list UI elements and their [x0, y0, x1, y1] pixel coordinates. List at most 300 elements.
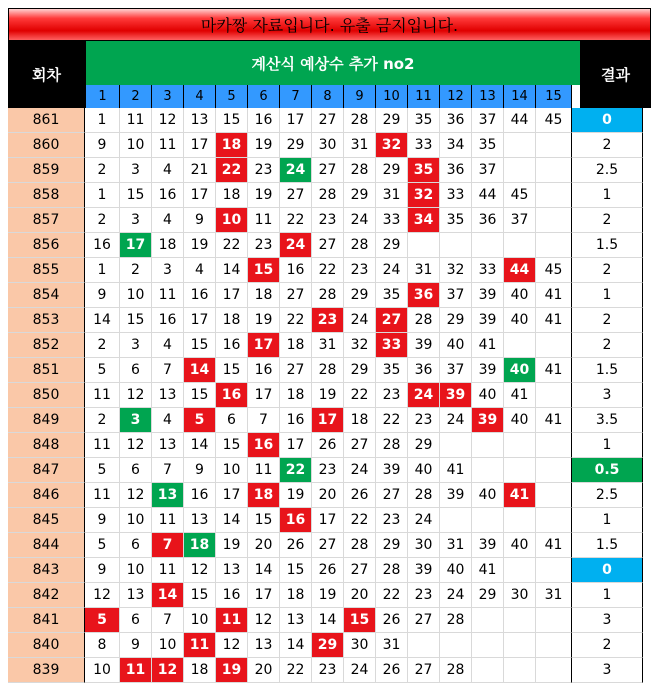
- round-number: 853: [8, 308, 85, 333]
- result-column-header: 결과: [580, 41, 651, 108]
- number-cell: 45: [536, 258, 572, 283]
- number-cell: 16: [152, 308, 184, 333]
- number-cell: 2: [85, 158, 120, 183]
- number-cell: 15: [184, 583, 216, 608]
- number-cell: 18: [184, 658, 216, 683]
- number-cell: 17: [216, 283, 248, 308]
- number-cell: 35: [440, 208, 472, 233]
- number-cell: 23: [248, 233, 280, 258]
- number-cell: 40: [504, 533, 536, 558]
- number-cell: 22: [376, 408, 408, 433]
- number-cell: 29: [472, 583, 504, 608]
- number-cell: 30: [408, 533, 440, 558]
- number-cell: 19: [248, 308, 280, 333]
- number-cell: [504, 508, 536, 533]
- result-cell: 1: [572, 283, 643, 308]
- table-row: [8, 308, 643, 333]
- result-cell: 0.5: [572, 458, 643, 483]
- table-row: [8, 458, 643, 483]
- number-cell: 11: [152, 558, 184, 583]
- hit-number-cell: 16: [216, 383, 248, 408]
- round-number: 841: [8, 608, 85, 633]
- hit-number-cell: 34: [408, 208, 440, 233]
- number-cell: 6: [120, 358, 152, 383]
- result-cell: 1.5: [572, 358, 643, 383]
- number-cell: [536, 208, 572, 233]
- column-number-header: 6: [248, 85, 280, 108]
- number-cell: 19: [312, 583, 344, 608]
- number-cell: 20: [344, 583, 376, 608]
- number-cell: 8: [85, 633, 120, 658]
- number-cell: 27: [344, 433, 376, 458]
- number-cell: 20: [248, 533, 280, 558]
- number-cell: 30: [344, 633, 376, 658]
- hit-number-cell: 24: [280, 233, 312, 258]
- number-cell: 18: [216, 308, 248, 333]
- number-cell: 1: [85, 258, 120, 283]
- number-cell: 28: [344, 233, 376, 258]
- hit-number-cell: 39: [472, 408, 504, 433]
- number-cell: 20: [248, 658, 280, 683]
- number-cell: 41: [472, 558, 504, 583]
- number-cell: 7: [152, 458, 184, 483]
- number-cell: 16: [85, 233, 120, 258]
- number-cell: 41: [536, 533, 572, 558]
- number-cell: 27: [280, 283, 312, 308]
- number-cell: 37: [440, 283, 472, 308]
- column-number-header: 4: [184, 85, 216, 108]
- number-cell: 13: [280, 608, 312, 633]
- result-cell: 1: [572, 183, 643, 208]
- round-number: 855: [8, 258, 85, 283]
- bonus-number-cell: 24: [280, 158, 312, 183]
- hit-number-cell: 12: [152, 658, 184, 683]
- rounds-table: [8, 108, 643, 683]
- number-cell: 12: [85, 583, 120, 608]
- number-cell: 35: [408, 108, 440, 133]
- number-cell: 40: [408, 458, 440, 483]
- number-cell: 34: [440, 133, 472, 158]
- bonus-number-cell: 18: [184, 533, 216, 558]
- number-cell: 10: [120, 283, 152, 308]
- number-cell: [536, 133, 572, 158]
- table-row: [8, 533, 643, 558]
- number-cell: 40: [504, 408, 536, 433]
- number-cell: 22: [376, 583, 408, 608]
- number-cell: 40: [472, 483, 504, 508]
- number-cell: 22: [280, 308, 312, 333]
- hit-number-cell: 23: [312, 308, 344, 333]
- hit-number-cell: 10: [216, 208, 248, 233]
- number-cell: 27: [408, 608, 440, 633]
- number-cell: 12: [152, 108, 184, 133]
- number-cell: 31: [536, 583, 572, 608]
- round-column-header: 회차: [8, 41, 85, 108]
- column-number-header: 9: [344, 85, 376, 108]
- hit-number-cell: 15: [248, 258, 280, 283]
- number-cell: 18: [216, 183, 248, 208]
- number-cell: 41: [504, 383, 536, 408]
- number-cell: [440, 233, 472, 258]
- number-cell: 40: [504, 283, 536, 308]
- number-cell: 29: [440, 308, 472, 333]
- number-cell: [536, 658, 572, 683]
- number-cell: 10: [85, 658, 120, 683]
- number-cell: 31: [344, 133, 376, 158]
- result-cell: 3: [572, 608, 643, 633]
- number-cell: 33: [472, 258, 504, 283]
- number-cell: 24: [344, 458, 376, 483]
- number-column-headers: [85, 85, 572, 108]
- number-cell: 31: [408, 258, 440, 283]
- number-cell: 41: [536, 283, 572, 308]
- table-row: [8, 133, 643, 158]
- number-cell: 26: [376, 658, 408, 683]
- number-cell: 12: [120, 383, 152, 408]
- number-cell: 11: [248, 458, 280, 483]
- number-cell: 7: [152, 608, 184, 633]
- result-cell: 2.5: [572, 483, 643, 508]
- number-cell: 10: [184, 608, 216, 633]
- table-row: [8, 433, 643, 458]
- number-cell: 17: [184, 183, 216, 208]
- hit-number-cell: 18: [248, 483, 280, 508]
- number-cell: 39: [376, 458, 408, 483]
- number-cell: 26: [312, 433, 344, 458]
- number-cell: 14: [85, 308, 120, 333]
- number-cell: 14: [280, 633, 312, 658]
- number-cell: 15: [248, 508, 280, 533]
- number-cell: 11: [152, 133, 184, 158]
- number-cell: 28: [440, 658, 472, 683]
- number-cell: 40: [504, 308, 536, 333]
- number-cell: 20: [312, 483, 344, 508]
- number-cell: 18: [280, 383, 312, 408]
- round-number: 848: [8, 433, 85, 458]
- number-cell: 17: [184, 308, 216, 333]
- number-cell: [504, 158, 536, 183]
- number-cell: 15: [184, 333, 216, 358]
- table-row: [8, 508, 643, 533]
- round-number: 846: [8, 483, 85, 508]
- number-cell: 31: [376, 633, 408, 658]
- table-row: [8, 483, 643, 508]
- round-number: 856: [8, 233, 85, 258]
- column-number-header: 7: [280, 85, 312, 108]
- table-row: [8, 258, 643, 283]
- number-cell: 4: [152, 408, 184, 433]
- result-cell: 1: [572, 508, 643, 533]
- hit-number-cell: 41: [504, 483, 536, 508]
- number-cell: 22: [216, 233, 248, 258]
- table-row: [8, 208, 643, 233]
- round-number: 840: [8, 633, 85, 658]
- number-cell: 28: [344, 158, 376, 183]
- number-cell: 17: [248, 583, 280, 608]
- number-cell: 24: [408, 508, 440, 533]
- number-cell: 6: [120, 458, 152, 483]
- column-number-header: 3: [152, 85, 184, 108]
- number-cell: 13: [120, 583, 152, 608]
- number-cell: [504, 233, 536, 258]
- result-cell: 0: [572, 558, 643, 583]
- number-cell: 28: [312, 283, 344, 308]
- number-cell: 28: [312, 358, 344, 383]
- number-cell: 16: [184, 283, 216, 308]
- number-cell: [472, 658, 504, 683]
- column-number-header: 8: [312, 85, 344, 108]
- number-cell: 28: [376, 558, 408, 583]
- number-cell: 39: [472, 308, 504, 333]
- result-cell: 3: [572, 383, 643, 408]
- number-cell: 29: [376, 533, 408, 558]
- number-cell: 41: [472, 333, 504, 358]
- hit-number-cell: 11: [120, 658, 152, 683]
- round-number: 839: [8, 658, 85, 683]
- result-cell: 2: [572, 133, 643, 158]
- number-cell: 18: [248, 283, 280, 308]
- number-cell: 35: [376, 283, 408, 308]
- number-cell: 19: [248, 183, 280, 208]
- round-number: 860: [8, 133, 85, 158]
- number-cell: 33: [440, 183, 472, 208]
- result-cell: 2: [572, 258, 643, 283]
- number-cell: [536, 508, 572, 533]
- number-cell: 6: [120, 533, 152, 558]
- bonus-number-cell: 22: [280, 458, 312, 483]
- number-cell: 39: [472, 533, 504, 558]
- number-cell: 17: [312, 508, 344, 533]
- number-cell: 32: [440, 258, 472, 283]
- number-cell: [504, 333, 536, 358]
- number-cell: 14: [248, 558, 280, 583]
- number-cell: 4: [184, 258, 216, 283]
- number-cell: 41: [536, 358, 572, 383]
- number-cell: [504, 558, 536, 583]
- number-cell: 12: [120, 433, 152, 458]
- number-cell: 37: [440, 358, 472, 383]
- number-cell: [440, 633, 472, 658]
- table-row: [8, 183, 643, 208]
- number-cell: 16: [248, 358, 280, 383]
- number-cell: [472, 633, 504, 658]
- number-cell: 13: [216, 558, 248, 583]
- number-cell: 18: [280, 583, 312, 608]
- round-number: 858: [8, 183, 85, 208]
- hit-number-cell: 27: [376, 308, 408, 333]
- result-cell: 1: [572, 583, 643, 608]
- table-row: [8, 358, 643, 383]
- round-number: 850: [8, 383, 85, 408]
- number-cell: 29: [376, 158, 408, 183]
- number-cell: 5: [85, 533, 120, 558]
- round-number: 844: [8, 533, 85, 558]
- hit-number-cell: 35: [408, 158, 440, 183]
- number-cell: 22: [344, 508, 376, 533]
- number-cell: 39: [472, 358, 504, 383]
- column-number-header: 15: [536, 85, 572, 108]
- bonus-number-cell: 13: [152, 483, 184, 508]
- hit-number-cell: 14: [184, 358, 216, 383]
- number-cell: [536, 383, 572, 408]
- number-cell: 9: [184, 208, 216, 233]
- bonus-number-cell: 3: [120, 408, 152, 433]
- number-cell: 44: [472, 183, 504, 208]
- round-number: 849: [8, 408, 85, 433]
- number-cell: 15: [216, 358, 248, 383]
- number-cell: 39: [408, 558, 440, 583]
- number-cell: 41: [440, 458, 472, 483]
- number-cell: 13: [184, 108, 216, 133]
- number-cell: [536, 633, 572, 658]
- number-cell: 39: [408, 333, 440, 358]
- column-number-header: 14: [504, 85, 536, 108]
- number-cell: 16: [280, 408, 312, 433]
- round-number: 859: [8, 158, 85, 183]
- number-cell: 15: [216, 108, 248, 133]
- number-cell: 23: [344, 258, 376, 283]
- number-cell: 9: [184, 458, 216, 483]
- number-cell: [536, 558, 572, 583]
- number-cell: 17: [248, 383, 280, 408]
- number-cell: 31: [312, 333, 344, 358]
- number-cell: 9: [85, 558, 120, 583]
- number-cell: 14: [312, 608, 344, 633]
- number-cell: [536, 183, 572, 208]
- number-cell: [440, 433, 472, 458]
- number-cell: 2: [85, 208, 120, 233]
- number-cell: 29: [344, 283, 376, 308]
- round-number: 861: [8, 108, 85, 133]
- number-cell: 7: [248, 408, 280, 433]
- number-cell: [536, 608, 572, 633]
- number-cell: 36: [408, 358, 440, 383]
- number-cell: 11: [120, 108, 152, 133]
- hit-number-cell: 24: [408, 383, 440, 408]
- hit-number-cell: 32: [408, 183, 440, 208]
- number-cell: 15: [216, 433, 248, 458]
- number-cell: 9: [85, 133, 120, 158]
- number-cell: 37: [504, 208, 536, 233]
- number-cell: 31: [376, 183, 408, 208]
- number-cell: 29: [280, 133, 312, 158]
- number-cell: 32: [344, 333, 376, 358]
- number-cell: 44: [504, 108, 536, 133]
- number-cell: 17: [280, 433, 312, 458]
- hit-number-cell: 7: [152, 533, 184, 558]
- number-cell: 41: [536, 308, 572, 333]
- number-cell: 11: [152, 283, 184, 308]
- number-cell: 16: [184, 483, 216, 508]
- number-cell: 37: [472, 108, 504, 133]
- number-cell: 22: [280, 658, 312, 683]
- number-cell: 11: [85, 433, 120, 458]
- bonus-number-cell: 17: [120, 233, 152, 258]
- number-cell: 24: [344, 308, 376, 333]
- number-cell: 16: [216, 583, 248, 608]
- table-row: [8, 158, 643, 183]
- number-cell: 24: [344, 658, 376, 683]
- number-cell: 1: [85, 108, 120, 133]
- number-cell: 27: [408, 658, 440, 683]
- result-cell: 1.5: [572, 233, 643, 258]
- number-cell: 3: [120, 158, 152, 183]
- table-row: [8, 333, 643, 358]
- number-cell: 27: [312, 108, 344, 133]
- number-cell: 29: [376, 108, 408, 133]
- number-cell: 11: [85, 483, 120, 508]
- number-cell: 23: [312, 658, 344, 683]
- column-number-header: 5: [216, 85, 248, 108]
- number-cell: 27: [312, 233, 344, 258]
- table-row: [8, 558, 643, 583]
- number-cell: 39: [440, 483, 472, 508]
- number-cell: 41: [536, 408, 572, 433]
- number-cell: 21: [184, 158, 216, 183]
- number-cell: [408, 233, 440, 258]
- number-cell: 13: [184, 508, 216, 533]
- number-cell: 4: [152, 208, 184, 233]
- number-cell: 18: [344, 408, 376, 433]
- number-cell: 28: [408, 483, 440, 508]
- column-number-header: 11: [408, 85, 440, 108]
- number-cell: [536, 233, 572, 258]
- number-cell: 28: [344, 533, 376, 558]
- number-cell: 29: [408, 433, 440, 458]
- round-number: 852: [8, 333, 85, 358]
- number-cell: 24: [344, 208, 376, 233]
- number-cell: [504, 458, 536, 483]
- number-cell: 2: [85, 408, 120, 433]
- hit-number-cell: 11: [216, 608, 248, 633]
- number-cell: 12: [216, 633, 248, 658]
- number-cell: 23: [376, 383, 408, 408]
- number-cell: 24: [440, 408, 472, 433]
- number-cell: 11: [248, 208, 280, 233]
- sheet-title: 계산식 예상수 추가 no2: [85, 41, 580, 85]
- result-cell: 3: [572, 658, 643, 683]
- number-cell: 36: [440, 108, 472, 133]
- table-row: [8, 383, 643, 408]
- result-cell: 2: [572, 208, 643, 233]
- number-cell: 22: [280, 208, 312, 233]
- table-row: [8, 608, 643, 633]
- round-number: 854: [8, 283, 85, 308]
- banner: 마카짱 자료입니다. 유출 금지입니다.: [8, 8, 651, 41]
- number-cell: 1: [85, 183, 120, 208]
- number-cell: 16: [216, 333, 248, 358]
- round-number: 843: [8, 558, 85, 583]
- number-cell: 10: [216, 458, 248, 483]
- number-cell: 26: [280, 533, 312, 558]
- result-cell: 3.5: [572, 408, 643, 433]
- number-cell: 17: [184, 133, 216, 158]
- number-cell: 2: [85, 333, 120, 358]
- round-number: 842: [8, 583, 85, 608]
- number-cell: 28: [344, 108, 376, 133]
- number-cell: 45: [536, 108, 572, 133]
- hit-number-cell: 18: [216, 133, 248, 158]
- number-cell: 5: [85, 458, 120, 483]
- number-cell: 28: [408, 308, 440, 333]
- number-cell: 28: [312, 183, 344, 208]
- number-cell: [440, 508, 472, 533]
- number-cell: 23: [408, 583, 440, 608]
- column-number-header: 10: [376, 85, 408, 108]
- hit-number-cell: 44: [504, 258, 536, 283]
- number-cell: 33: [376, 208, 408, 233]
- number-cell: 23: [408, 408, 440, 433]
